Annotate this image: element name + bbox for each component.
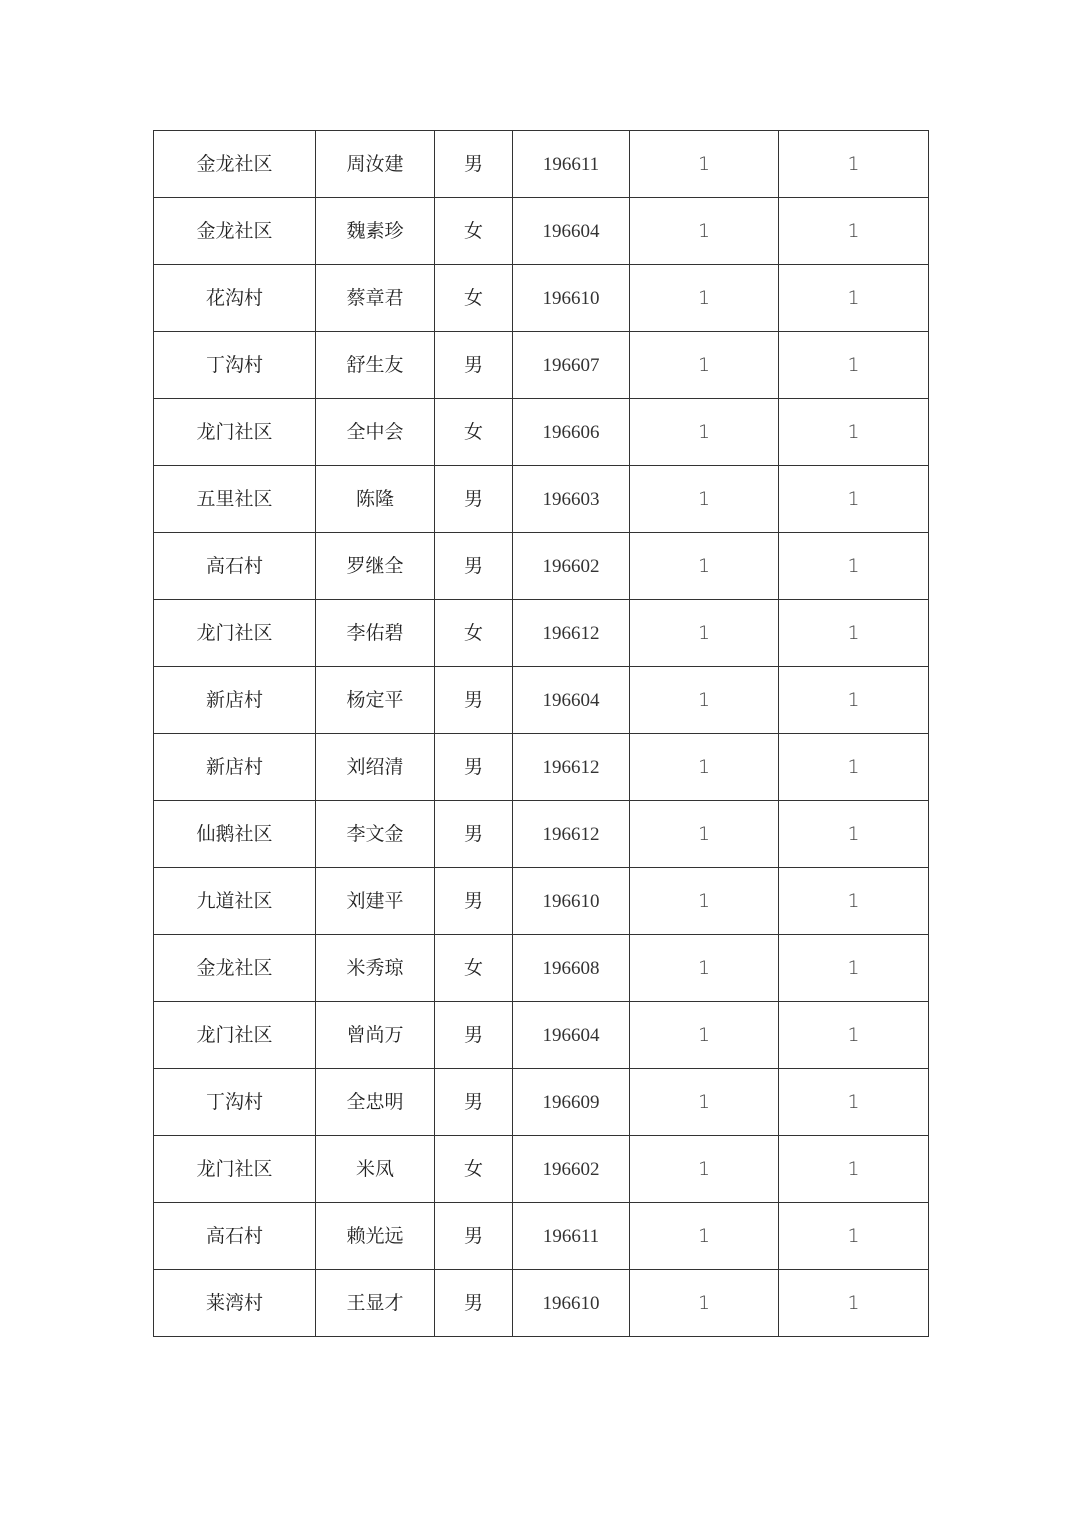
cell-name: 刘绍清 (316, 734, 435, 801)
cell-date: 196602 (513, 1136, 630, 1203)
cell-count-a: 1 (630, 1203, 779, 1270)
table-row (154, 1270, 929, 1337)
cell-count-b: 1 (779, 935, 929, 1002)
cell-place: 花沟村 (154, 265, 316, 332)
cell-count-b: 1 (779, 667, 929, 734)
cell-gender: 女 (435, 399, 513, 466)
cell-count-b: 1 (779, 466, 929, 533)
cell-date: 196602 (513, 533, 630, 600)
cell-date: 196603 (513, 466, 630, 533)
cell-gender: 男 (435, 466, 513, 533)
table-row (154, 265, 929, 332)
cell-date: 196612 (513, 734, 630, 801)
cell-gender: 男 (435, 1270, 513, 1337)
cell-date: 196610 (513, 868, 630, 935)
cell-name: 赖光远 (316, 1203, 435, 1270)
cell-count-b: 1 (779, 533, 929, 600)
cell-place: 龙门社区 (154, 1002, 316, 1069)
cell-count-b: 1 (779, 868, 929, 935)
cell-count-b: 1 (779, 1203, 929, 1270)
cell-count-b: 1 (779, 801, 929, 868)
cell-place: 仙鹅社区 (154, 801, 316, 868)
cell-gender: 男 (435, 868, 513, 935)
cell-count-a: 1 (630, 198, 779, 265)
cell-gender: 男 (435, 1002, 513, 1069)
cell-name: 全忠明 (316, 1069, 435, 1136)
roster-table-body (154, 131, 929, 1337)
cell-gender: 女 (435, 265, 513, 332)
cell-date: 196604 (513, 1002, 630, 1069)
cell-name: 王显才 (316, 1270, 435, 1337)
table-row (154, 1069, 929, 1136)
cell-gender: 男 (435, 1069, 513, 1136)
cell-count-a: 1 (630, 801, 779, 868)
cell-count-b: 1 (779, 131, 929, 198)
table-row (154, 1002, 929, 1069)
table-row (154, 935, 929, 1002)
cell-date: 196606 (513, 399, 630, 466)
cell-gender: 男 (435, 667, 513, 734)
cell-date: 196612 (513, 600, 630, 667)
cell-gender: 女 (435, 198, 513, 265)
cell-place: 金龙社区 (154, 198, 316, 265)
table-row (154, 1203, 929, 1270)
cell-place: 莱湾村 (154, 1270, 316, 1337)
cell-count-a: 1 (630, 1270, 779, 1337)
cell-count-b: 1 (779, 1069, 929, 1136)
cell-place: 新店村 (154, 667, 316, 734)
table-row (154, 198, 929, 265)
cell-count-a: 1 (630, 734, 779, 801)
cell-date: 196612 (513, 801, 630, 868)
cell-date: 196611 (513, 131, 630, 198)
cell-name: 周汝建 (316, 131, 435, 198)
cell-count-b: 1 (779, 1270, 929, 1337)
cell-place: 龙门社区 (154, 399, 316, 466)
cell-gender: 女 (435, 1136, 513, 1203)
cell-count-a: 1 (630, 868, 779, 935)
table-row (154, 734, 929, 801)
table-row (154, 131, 929, 198)
table-row (154, 332, 929, 399)
cell-gender: 男 (435, 1203, 513, 1270)
cell-place: 金龙社区 (154, 131, 316, 198)
table-row (154, 600, 929, 667)
cell-count-b: 1 (779, 734, 929, 801)
cell-name: 曾尚万 (316, 1002, 435, 1069)
cell-place: 丁沟村 (154, 1069, 316, 1136)
cell-date: 196604 (513, 198, 630, 265)
cell-count-a: 1 (630, 131, 779, 198)
cell-date: 196610 (513, 1270, 630, 1337)
table-row (154, 533, 929, 600)
cell-count-b: 1 (779, 265, 929, 332)
cell-gender: 女 (435, 600, 513, 667)
cell-place: 金龙社区 (154, 935, 316, 1002)
roster-table (153, 130, 929, 1337)
cell-date: 196608 (513, 935, 630, 1002)
cell-gender: 女 (435, 935, 513, 1002)
cell-count-a: 1 (630, 399, 779, 466)
cell-date: 196611 (513, 1203, 630, 1270)
cell-count-a: 1 (630, 1069, 779, 1136)
table-row (154, 1136, 929, 1203)
cell-count-b: 1 (779, 1136, 929, 1203)
cell-place: 高石村 (154, 533, 316, 600)
table-row (154, 801, 929, 868)
cell-count-a: 1 (630, 1136, 779, 1203)
cell-place: 九道社区 (154, 868, 316, 935)
cell-name: 全中会 (316, 399, 435, 466)
cell-count-a: 1 (630, 935, 779, 1002)
cell-date: 196609 (513, 1069, 630, 1136)
cell-name: 李佑碧 (316, 600, 435, 667)
cell-place: 龙门社区 (154, 1136, 316, 1203)
cell-name: 米秀琼 (316, 935, 435, 1002)
cell-count-a: 1 (630, 332, 779, 399)
table-row (154, 399, 929, 466)
cell-date: 196610 (513, 265, 630, 332)
cell-gender: 男 (435, 131, 513, 198)
cell-count-a: 1 (630, 600, 779, 667)
cell-date: 196604 (513, 667, 630, 734)
cell-place: 龙门社区 (154, 600, 316, 667)
cell-count-a: 1 (630, 533, 779, 600)
cell-name: 舒生友 (316, 332, 435, 399)
cell-gender: 男 (435, 332, 513, 399)
table-row (154, 667, 929, 734)
cell-name: 魏素珍 (316, 198, 435, 265)
cell-date: 196607 (513, 332, 630, 399)
cell-name: 陈隆 (316, 466, 435, 533)
cell-name: 刘建平 (316, 868, 435, 935)
cell-count-a: 1 (630, 265, 779, 332)
cell-name: 米凤 (316, 1136, 435, 1203)
cell-count-b: 1 (779, 1002, 929, 1069)
table-row (154, 868, 929, 935)
cell-name: 蔡章君 (316, 265, 435, 332)
cell-gender: 男 (435, 734, 513, 801)
cell-count-a: 1 (630, 466, 779, 533)
cell-gender: 男 (435, 801, 513, 868)
cell-name: 杨定平 (316, 667, 435, 734)
cell-count-b: 1 (779, 332, 929, 399)
cell-count-a: 1 (630, 1002, 779, 1069)
cell-count-a: 1 (630, 667, 779, 734)
cell-name: 李文金 (316, 801, 435, 868)
cell-name: 罗继全 (316, 533, 435, 600)
cell-place: 丁沟村 (154, 332, 316, 399)
cell-gender: 男 (435, 533, 513, 600)
table-row (154, 466, 929, 533)
cell-place: 新店村 (154, 734, 316, 801)
cell-count-b: 1 (779, 399, 929, 466)
cell-place: 高石村 (154, 1203, 316, 1270)
cell-place: 五里社区 (154, 466, 316, 533)
cell-count-b: 1 (779, 600, 929, 667)
cell-count-b: 1 (779, 198, 929, 265)
